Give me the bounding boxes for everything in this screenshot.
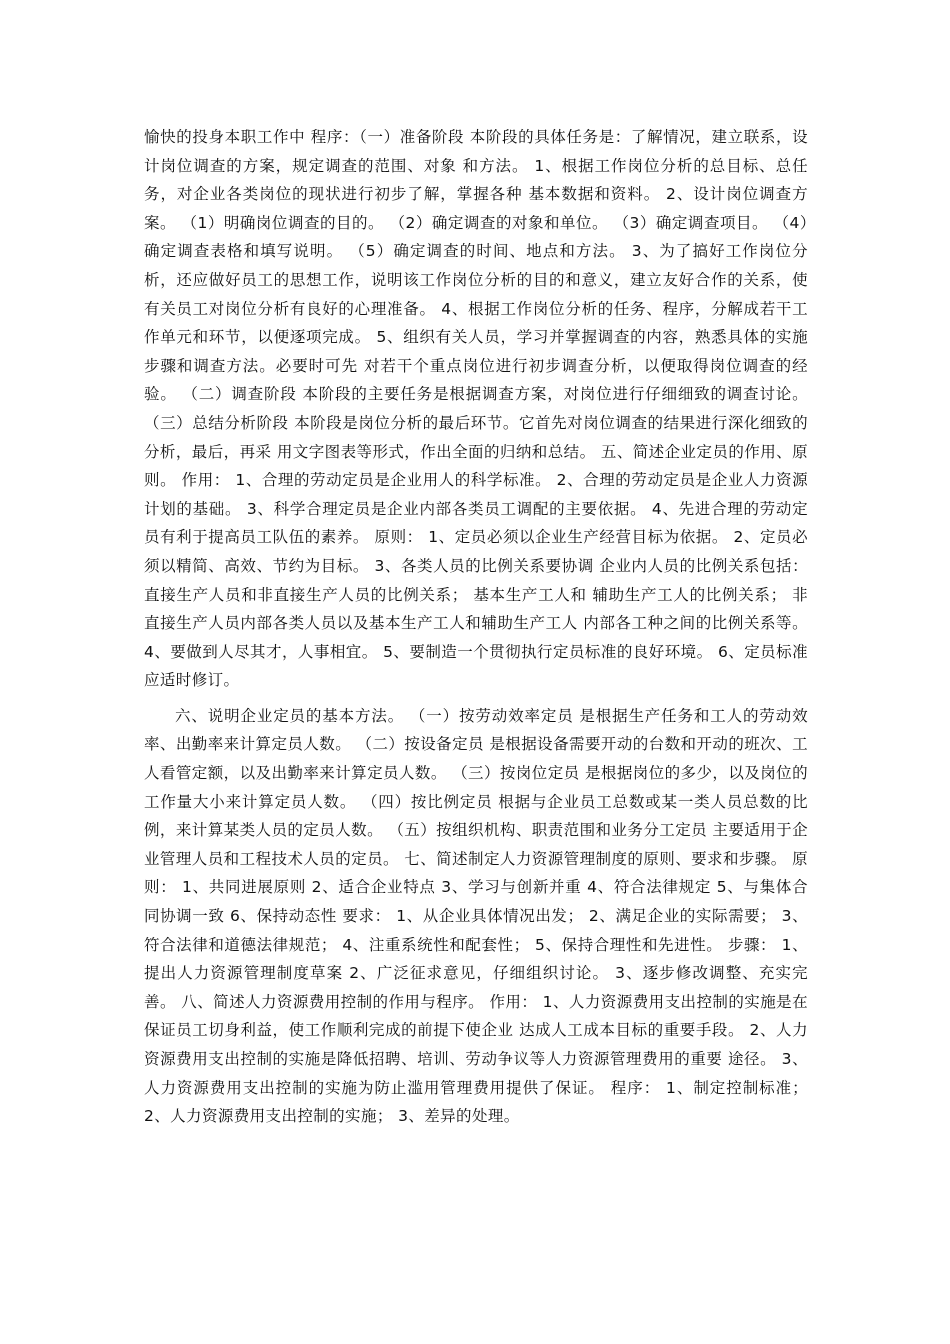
body-paragraph-2: 六、说明企业定员的基本方法。 （一）按劳动效率定员 是根据生产任务和工人的劳动效率、出勤率来计算定员人数。 （二）按设备定员 是根据设备需要开动的台数和开动的班次、工人看管定额，以及出勤率来计算定员人数。 （三）按岗位定员 是根据岗位的多少，以及岗位的工作量大小来计算定员人数。 （四）按比例定员 根据与企业员工总数或某一类人员总数的比例，来计算某类人员的定员人数。 （五）按组织机构、职责范围和业务分工定员 主要适用于企业管理人员和工程技术人员的定员。 七、简述制定人力资源管理制度的原则、要求和步骤。 原则： 1、共同进展原则 2、适合企业特点 3、学习与创新并重 4、符合法律规定 5、与集体合同协调一致 6、保持动态性 要求： 1、从企业具体情况出发； 2、满足企业的实际需要； 3、符合法律和道德法律规范； 4、注重系统性和配套性； 5、保持合理性和先进性。 步骤： 1、提出人力资源管理制度草案 2、广泛征求意见，仔细组织讨论。 3、逐步修改调整、充实完善。 八、简述人力资源费用控制的作用与程序。 作用： 1、人力资源费用支出控制的实施是在保证员工切身利益，使工作顺利完成的前提下使企业 达成人工成本目标的重要手段。 2、人力资源费用支出控制的实施是降低招聘、培训、劳动争议等人力资源管理费用的重要 途径。 3、人力资源费用支出控制的实施为防止滥用管理费用提供了保证。 程序： 1、制定控制标准； 2、人力资源费用支出控制的实施； 3、差异的处理。: [144, 706, 808, 1126]
document-page: [144, 123, 808, 1131]
body-paragraph-1: 愉快的投身本职工作中 程序：（一）准备阶段 本阶段的具体任务是：了解情况，建立联系，设计岗位调查的方案，规定调查的范围、对象 和方法。 1、根据工作岗位分析的总目标、总任务，对企业各类岗位的现状进行初步了解，掌握各种 基本数据和资料。 2、设计岗位调查方案。 （1）明确岗位调查的目的。 （2）确定调查的对象和单位。 （3）确定调查项目。 （4）确定调查表格和填写说明。 （5）确定调查的时间、地点和方法。 3、为了搞好工作岗位分析，还应做好员工的思想工作，说明该工作岗位分析的目的和意义，建立友好合作的关系，使有关员工对岗位分析有良好的心理准备。 4、根据工作岗位分析的任务、程序，分解成若干工作单元和环节，以便逐项完成。 5、组织有关人员，学习并掌握调查的内容，熟悉具体的实施步骤和调查方法。必要时可先 对若干个重点岗位进行初步调查分析，以便取得岗位调查的经验。 （二）调查阶段 本阶段的主要任务是根据调查方案，对岗位进行仔细细致的调查讨论。 （三）总结分析阶段 本阶段是岗位分析的最后环节。它首先对岗位调查的结果进行深化细致的分析，最后，再采 用文字图表等形式，作出全面的归纳和总结。 五、简述企业定员的作用、原则。 作用： 1、合理的劳动定员是企业用人的科学标准。 2、合理的劳动定员是企业人力资源计划的基础。 3、科学合理定员是企业内部各类员工调配的主要依据。 4、先进合理的劳动定员有利于提高员工队伍的素养。 原则： 1、定员必须以企业生产经营目标为依据。 2、定员必须以精简、高效、节约为目标。 3、各类人员的比例关系要协调 企业内人员的比例关系包括： 直接生产人员和非直接生产人员的比例关系； 基本生产工人和 辅助生产工人的比例关系； 非直接生产人员内部各类人员以及基本生产工人和辅助生产工人 内部各工种之间的比例关系等。 4、要做到人尽其才，人事相宜。 5、要制造一个贯彻执行定员标准的良好环境。 6、定员标准应适时修订。: [144, 128, 808, 690]
